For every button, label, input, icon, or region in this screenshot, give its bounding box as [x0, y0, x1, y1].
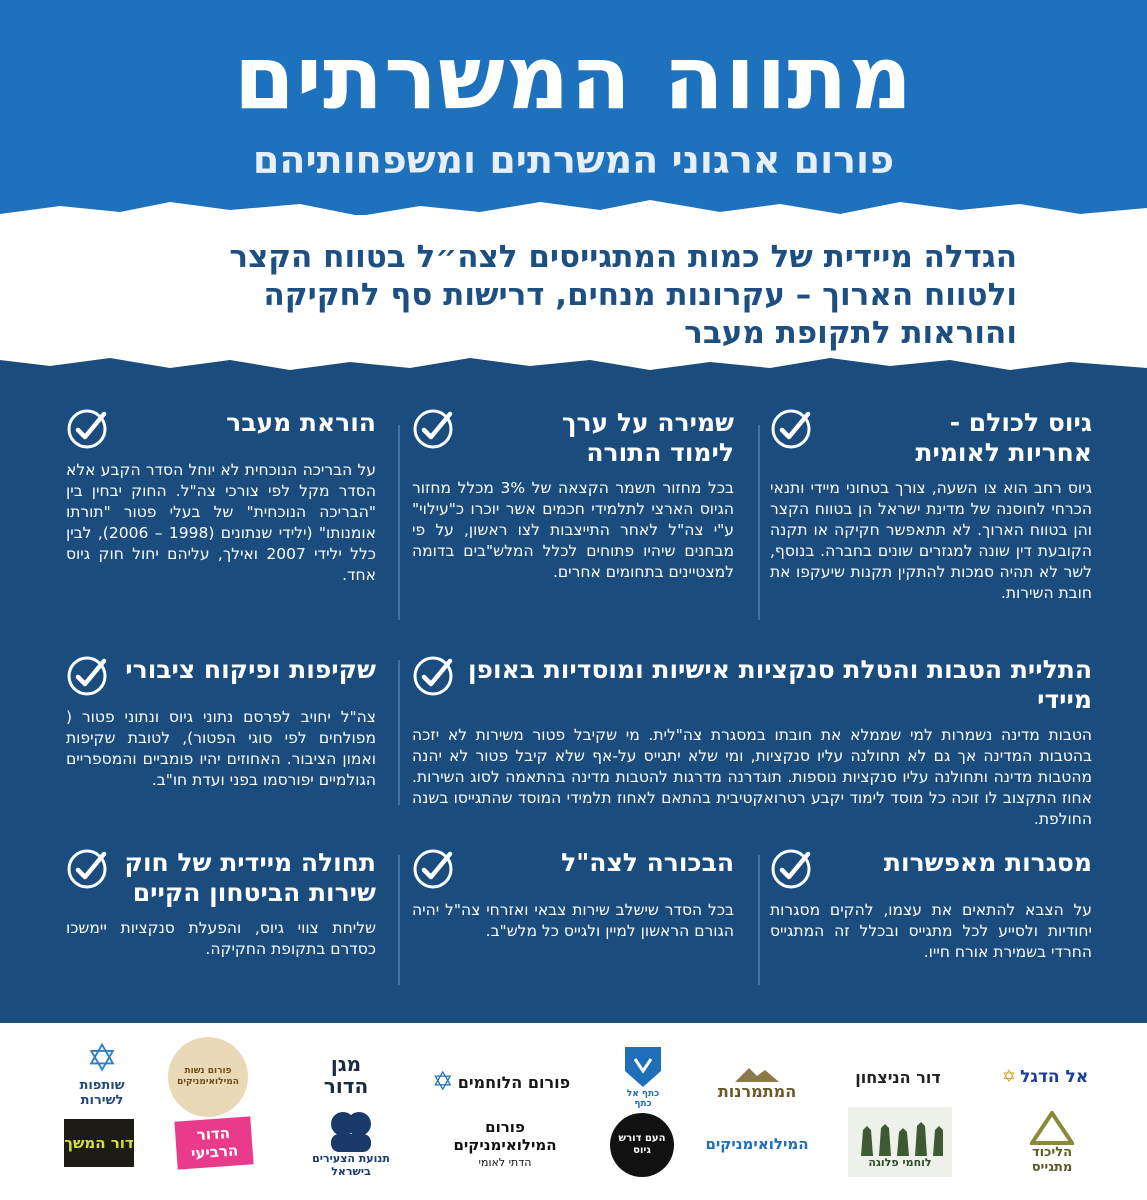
column-divider [398, 425, 400, 620]
card-title: מסגרות מאפשרות [883, 848, 1092, 877]
logo-magen-hador: מגן הדור [323, 1052, 369, 1098]
card-title: התליית הטבות והטלת סנקציות אישיות ומוסדיות באופן מיידי [467, 655, 1092, 714]
logo-shutafut-lesherut: ✡ שותפות לשירות [79, 1036, 125, 1108]
triangle-logo-icon [1030, 1111, 1074, 1145]
column-divider [758, 855, 760, 985]
logo-hador-harevii: הדור הרביעי [174, 1116, 253, 1169]
card-title: שקיפות ופיקוח ציבורי [125, 655, 376, 684]
soldiers-silhouette-icon [855, 1116, 945, 1156]
partner-logos-strip [0, 1023, 1147, 1200]
logo-hamiluimnikim: המילואימניקים [705, 1135, 809, 1153]
checkmark-icon [66, 655, 108, 697]
card-title: הבכורה לצה"ל [561, 848, 734, 877]
checkmark-icon [66, 848, 108, 890]
checkmark-icon [412, 408, 454, 450]
card-text: על הצבא להתאים את עצמו, להקים מסגרות יחודיות ולסייע לכל מתגייס ובכלל זה המתגייס החרדי בשמירת אורח חייו. [770, 901, 1092, 961]
two-heads-silhouette-icon [321, 1108, 381, 1152]
mountain-icon [735, 1066, 779, 1082]
card-draft-for-all [770, 408, 1092, 604]
logo-reservist-wives-forum: פורום נשות המילואימניקים [168, 1037, 248, 1117]
card-title: גיוס לכולם - אחריות לאומית [915, 408, 1092, 467]
logo-hamitmarnot: המתמרנות [708, 1059, 806, 1107]
torn-paper-edge-bottom [0, 340, 1147, 400]
logo-dor-hemshech: דור המשך [64, 1119, 134, 1167]
page-title: מתווה המשרתים [233, 26, 914, 129]
checkmark-icon [412, 655, 454, 697]
logo-dor-hanitzahon: דור הניצחון [855, 1067, 941, 1087]
intro-line: ולטווח הארוך – עקרונות מנחים, דרישות סף לחקיקה [263, 277, 1017, 313]
logo-likud-mitgayes: הליכוד מתגייס [1012, 1111, 1092, 1175]
checkmark-icon [412, 848, 454, 890]
logo-katef-el-katef: כתף אל כתף [620, 1045, 666, 1109]
shield-icon [623, 1045, 663, 1089]
intro-line: והוראות לתקופת מעבר [684, 315, 1017, 351]
card-title: הוראת מעבר [226, 408, 376, 437]
intro-line: הגדלה מיידית של כמות המתגייסים לצה״ל בטווח הקצר [229, 239, 1017, 275]
checkmark-icon [770, 408, 812, 450]
logo-haam-doresh-giyus: העם דורש גיוס [610, 1113, 674, 1177]
logo-forum-hamiluimnikim: פורום המילואימניקים הדתי לאומי [453, 1118, 557, 1169]
logo-soldiers-company: לוחמי פלוגה [848, 1107, 952, 1177]
card-text: בכל הסדר שישלב שירות צבאי ואזרחי צה"ל יהיה הגורם הראשון למיין ולגייס כל מלש"ב. [412, 901, 734, 940]
card-text: הטבות מדינה נשמרות למי שממלא את חובתו במסגרת צה"לית. מי שקיבל פטור משירות לא יזכה בהטבות המדינה אך גם לא תחולנה עליו סנקציות, ומי שלא יתגייס על-אף שלא קיבל פטור לא יהנה מהטבות מדינה ותחולנה עליו סנקציות נוספות. תוגדרנה מדרגות להטבות מדינה בהתאמה לסוג השירות. אחוז התקצוב לו זוכה כל מוסד לימוד יקבע רטרואקטיבית בהתאם לאחוז תלמידי המוסד שהתגייסו בשנה החולפת. [412, 726, 1092, 828]
card-text: על הבריכה הנוכחית לא יוחל הסדר הקבע אלא הסדר מקל לפי צורכי צה"ל. החוק יבחין בין "הבריכה הנוכחית" של בעלי פטור "תורתו אומנותו" (ילידי שנתונים (1998 – 2006), לבין כלל ילידי 2007 ואילך, עליהם יחול חוק גיוס אחד. [66, 461, 376, 584]
card-title: תחולה מיידית של חוק שירות הביטחון הקיים [124, 848, 376, 907]
page-subtitle: פורום ארגוני המשרתים ומשפחותיהם [252, 138, 895, 182]
column-divider [398, 855, 400, 985]
column-divider [758, 425, 760, 620]
card-sanctions [412, 655, 1092, 830]
card-text: בכל מחזור תשמר הקצאה של 3% מכלל מחזור הגיוס הארצי לתלמידי חכמים אשר יוכרו כ"עילוי" ע"י צה"ל לאחר התייצבות לצו ראשון, על פי מבחנים שיהיו פתוחים לכלל המלש"בים בדומה למצטיינים בתחומים אחרים. [412, 479, 734, 581]
card-idf-priority [412, 848, 734, 942]
checkmark-icon [770, 848, 812, 890]
logo-el-hadegel: אל הדגל ✡ [1001, 1067, 1089, 1087]
intro-headline [117, 238, 1017, 352]
logo-forum-halochamim: פורום הלוחמים ✡ [431, 1067, 571, 1097]
card-transparency [66, 655, 376, 791]
card-text: גיוס רחב הוא צו השעה, צורך בטחוני מיידי ותנאי הכרחי לחוסנה של מדינת ישראל הן בטווח הקצר והן בטווח הארוך. לא תתאפשר חקיקה או תקנה הקובעת דין שונה למגזרים שונים בחברה. בנוסף, לשר לא תהיה סמכות להתקין תקנות שיעקפו את חובת השירות. [770, 479, 1092, 602]
card-torah-study [412, 408, 734, 583]
card-text: שליחת צווי גיוס, והפעלת סנקציות יימשכו כסדרם בתקופת החקיקה. [66, 919, 376, 958]
checkmark-icon [66, 408, 108, 450]
card-transition-provision [66, 408, 376, 586]
card-text: צה"ל יחויב לפרסם נתוני גיוס ונתוני פטור ( מפולחים לפי סוגי הפטור), לטובת שקיפות ואמון הציבור. האחוזים יהיו פומביים והמספריים הגולמיים יפורסמו בפני ועדת חו"ב. [66, 708, 376, 789]
logo-tnuat-hatseirim: תנועת הצעירים בישראל [308, 1103, 394, 1183]
card-immediate-application [66, 848, 376, 960]
card-title: שמירה על ערך לימוד התורה [562, 408, 734, 467]
column-divider [398, 660, 400, 805]
card-enabling-frameworks [770, 848, 1092, 963]
